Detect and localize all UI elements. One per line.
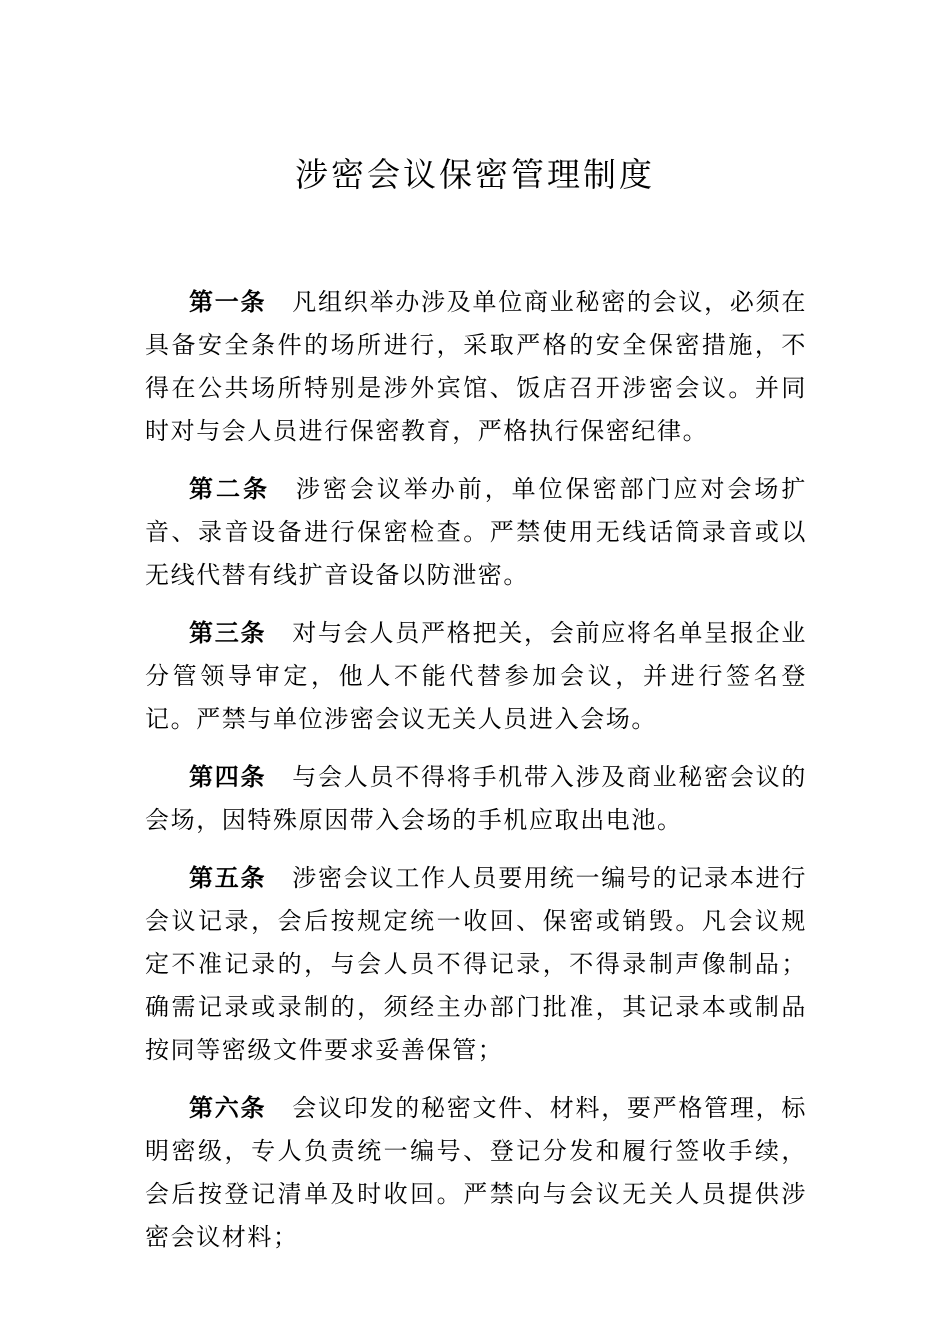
article-3 [145, 611, 807, 741]
article-text: 会议印发的秘密文件、材料，要严格管理，标明密级，专人负责统一编号、登记分发和履行签收手续，会后按登记清单及时收回。严禁向与会议无关人员提供涉密会议材料； [145, 1094, 808, 1251]
article-text: 对与会人员严格把关，会前应将名单呈报企业分管领导审定，他人不能代替参加会议，并进行签名登记。严禁与单位涉密会议无关人员进入会场。 [145, 619, 808, 733]
article-label: 第五条 [189, 863, 267, 892]
document-body [145, 280, 807, 1273]
article-5 [145, 856, 807, 1072]
article-text: 凡组织举办涉及单位商业秘密的会议，必须在具备安全条件的场所进行，采取严格的安全保密措施，不得在公共场所特别是涉外宾馆、饭店召开涉密会议。并同时对与会人员进行保密教育，严格执行保密纪律。 [145, 288, 808, 445]
article-label: 第二条 [189, 474, 270, 503]
article-text: 与会人员不得将手机带入涉及商业秘密会议的会场，因特殊原因带入会场的手机应取出电池。 [145, 763, 808, 834]
document-title: 涉密会议保密管理制度 [295, 155, 655, 194]
article-1 [145, 280, 807, 453]
article-6 [145, 1086, 807, 1259]
article-2 [145, 467, 807, 597]
article-label: 第六条 [189, 1093, 267, 1122]
article-label: 第三条 [189, 618, 267, 647]
article-label: 第四条 [189, 762, 267, 791]
article-label: 第一条 [189, 287, 267, 316]
article-4 [145, 755, 807, 842]
article-text: 涉密会议举办前，单位保密部门应对会场扩音、录音设备进行保密检查。严禁使用无线话筒录音或以无线代替有线扩音设备以防泄密。 [145, 475, 807, 589]
article-text: 涉密会议工作人员要用统一编号的记录本进行会议记录，会后按规定统一收回、保密或销毁。凡会议规定不准记录的，与会人员不得记录，不得录制声像制品；确需记录或录制的，须经主办部门批准，其记录本或制品按同等密级文件要求妥善保管； [145, 864, 808, 1064]
